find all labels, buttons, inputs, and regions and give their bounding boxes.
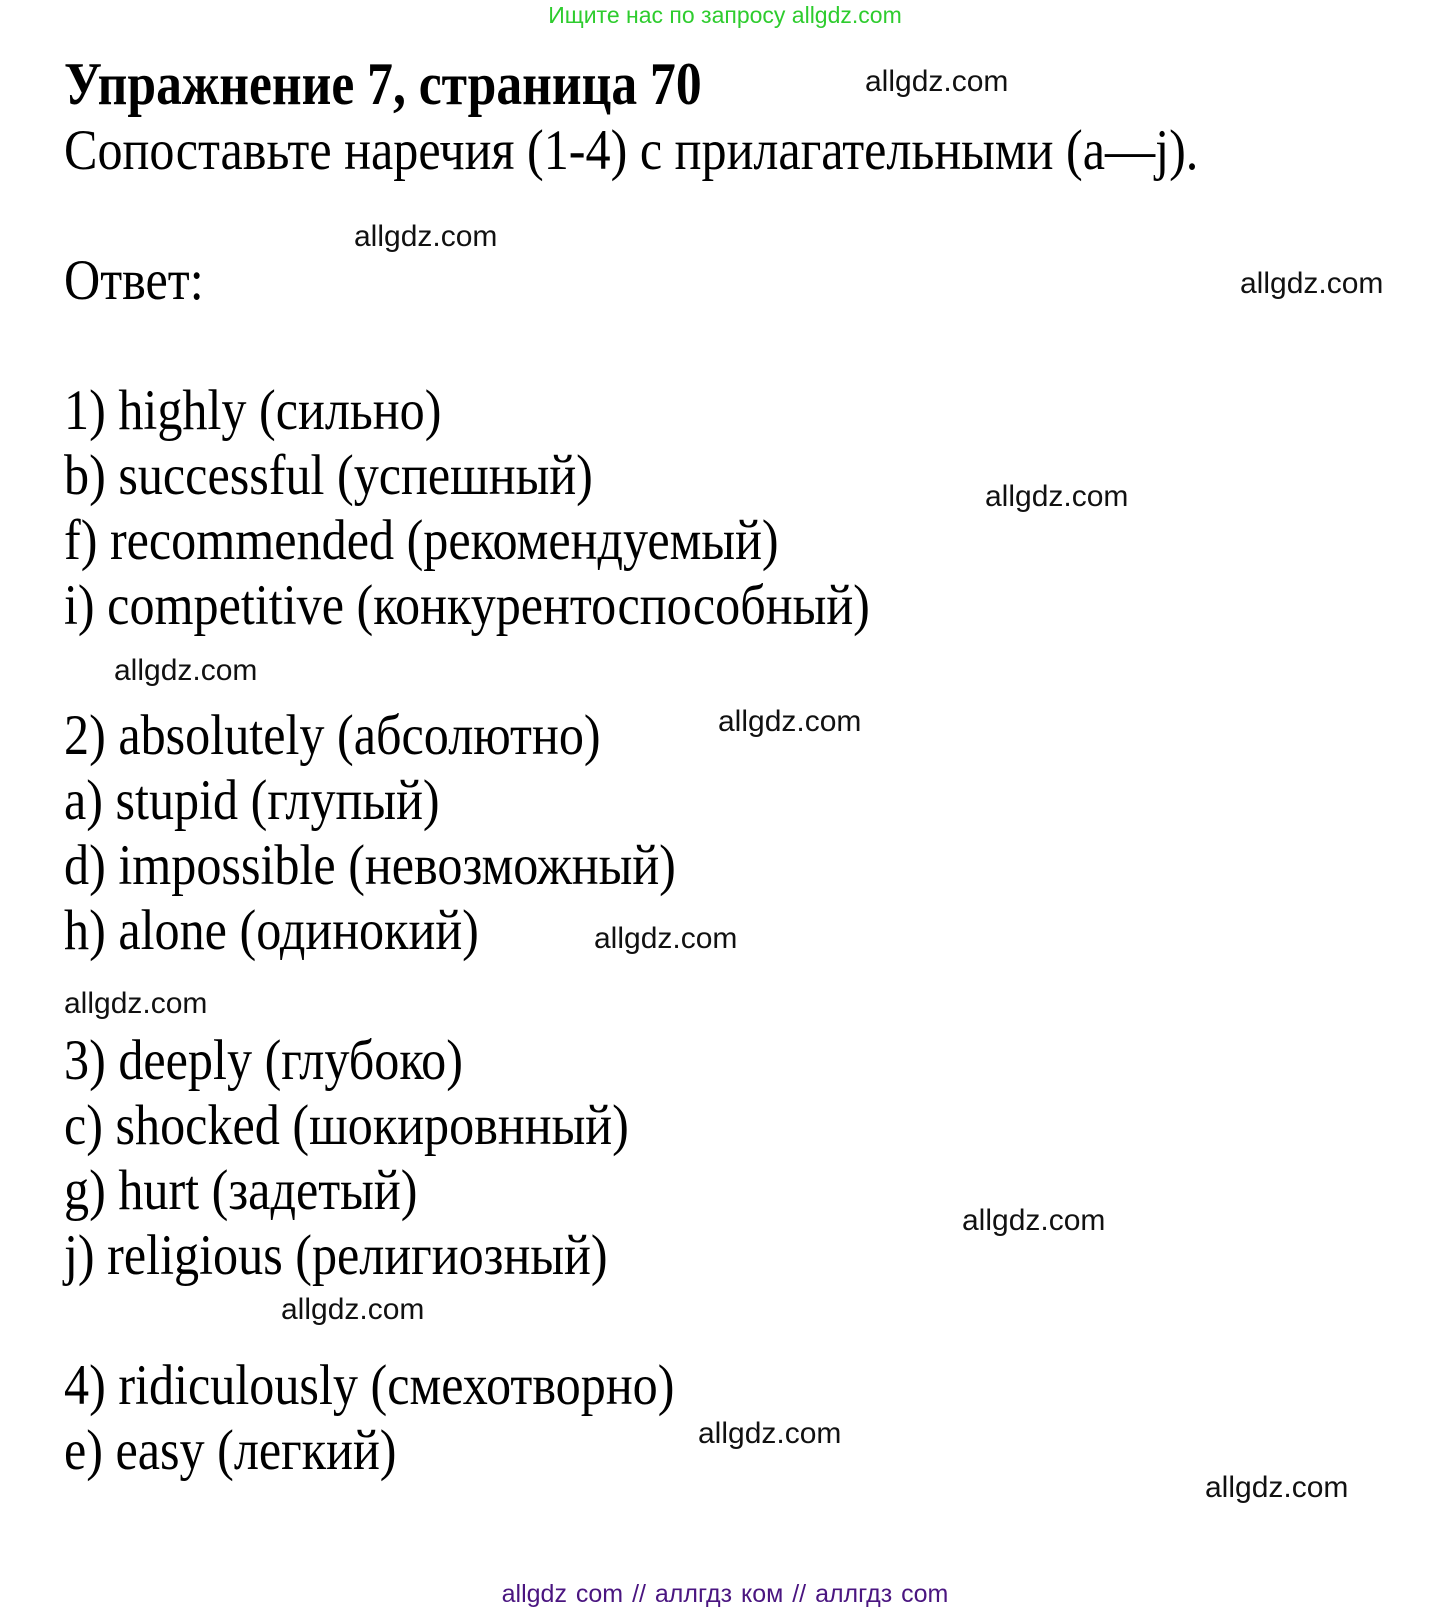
watermark: allgdz.com	[594, 922, 738, 955]
adverb-item: 3) deeply (глубоко)	[64, 1029, 463, 1092]
adjective-item: d) impossible (невозможный)	[64, 834, 676, 897]
watermark: allgdz.com	[354, 220, 498, 253]
watermark: allgdz.com	[114, 654, 258, 687]
adjective-item: e) easy (легкий)	[64, 1419, 397, 1482]
watermark: allgdz.com	[281, 1293, 425, 1326]
adjective-item: c) shocked (шокировнный)	[64, 1094, 629, 1157]
watermark: allgdz.com	[962, 1204, 1106, 1237]
answer-label: Ответ:	[64, 249, 204, 312]
watermark: allgdz.com	[865, 65, 1009, 98]
watermark: allgdz.com	[718, 705, 862, 738]
bottom-banner: allgdz com // аллгдз ком // аллгдз com	[501, 1580, 949, 1608]
top-banner: Ищите нас по запросу allgdz.com	[548, 2, 902, 28]
adjective-item: a) stupid (глупый)	[64, 769, 440, 832]
watermark: allgdz.com	[1240, 267, 1384, 300]
adverb-item: 1) highly (сильно)	[64, 379, 442, 442]
watermark: allgdz.com	[698, 1417, 842, 1450]
adverb-item: 4) ridiculously (смехотворно)	[64, 1354, 675, 1417]
adjective-item: f) recommended (рекомендуемый)	[64, 509, 779, 572]
watermark: allgdz.com	[1205, 1471, 1349, 1504]
adjective-item: b) successful (успешный)	[64, 444, 593, 507]
adjective-item: j) religious (религиозный)	[64, 1224, 608, 1287]
adjective-item: h) alone (одинокий)	[64, 899, 479, 962]
watermark: allgdz.com	[64, 987, 208, 1020]
watermark: allgdz.com	[985, 480, 1129, 513]
adjective-item: g) hurt (задетый)	[64, 1159, 418, 1222]
task-description: Сопоставьте наречия (1-4) с прилагательными (a—j).	[64, 119, 1199, 182]
adjective-item: i) competitive (конкурентоспособный)	[64, 574, 870, 637]
page-title: Упражнение 7, страница 70	[64, 51, 702, 117]
adverb-item: 2) absolutely (абсолютно)	[64, 704, 601, 767]
